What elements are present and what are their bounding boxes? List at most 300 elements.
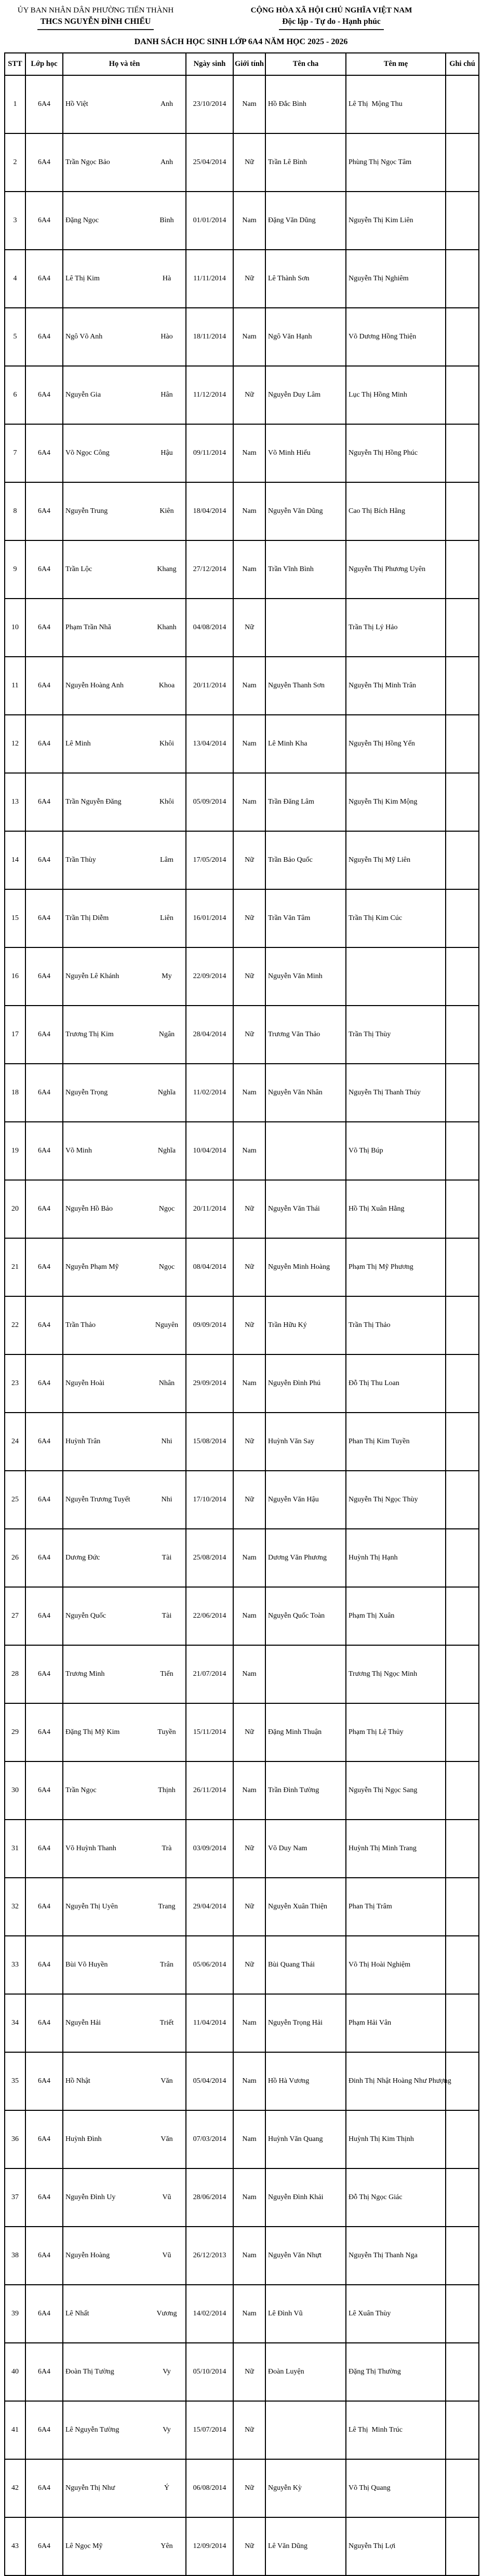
given-name-part: Vy xyxy=(163,2368,171,2376)
stt-cell: 25 xyxy=(5,1471,25,1529)
given-name-part: Vũ xyxy=(162,2252,171,2259)
gender-cell: Nam xyxy=(233,1994,265,2052)
table-row xyxy=(5,599,479,657)
mother-name-cell: Huỳnh Thị Minh Trang xyxy=(346,1820,446,1878)
dob-cell: 11/11/2014 xyxy=(186,250,233,308)
given-name-part: Ngọc xyxy=(158,1263,175,1271)
school-name: THCS NGUYỄN ĐÌNH CHIỂU xyxy=(0,16,191,30)
gender-cell: Nữ xyxy=(233,1471,265,1529)
stt-cell: 39 xyxy=(5,2285,25,2343)
stt-cell: 20 xyxy=(5,1180,25,1238)
given-name-part: Yên xyxy=(160,2542,173,2550)
class-cell: 6A4 xyxy=(25,831,63,889)
full-name-wrap xyxy=(65,1145,183,1157)
father-name-cell: Trần Đình Tường xyxy=(265,1761,346,1820)
mother-name-cell: Lê Thị Mộng Thu xyxy=(346,75,446,133)
gender-cell: Nam xyxy=(233,192,265,250)
dob-cell: 11/04/2014 xyxy=(186,1994,233,2052)
mother-name-cell: Nguyễn Thị Lợi xyxy=(346,2517,446,2575)
stt-cell: 36 xyxy=(5,2110,25,2168)
surname-part: Đặng Thị Mỹ Kim xyxy=(65,1728,120,1736)
class-cell: 6A4 xyxy=(25,889,63,947)
mother-name-cell: Võ Dương Hồng Thiện xyxy=(346,308,446,366)
mother-name-cell: Võ Thị Hoài Nghiệm xyxy=(346,1936,446,1994)
table-row xyxy=(5,424,479,482)
class-cell: 6A4 xyxy=(25,1180,63,1238)
stt-cell: 28 xyxy=(5,1645,25,1703)
father-name-cell: Nguyễn Xuân Thiện xyxy=(265,1878,346,1936)
note-cell xyxy=(446,2110,479,2168)
father-name-cell: Nguyễn Kỳ xyxy=(265,2459,346,2517)
table-row xyxy=(5,715,479,773)
full-name-wrap xyxy=(65,1087,183,1099)
full-name-wrap xyxy=(65,2017,183,2029)
class-cell: 6A4 xyxy=(25,1703,63,1761)
stt-cell: 2 xyxy=(5,133,25,192)
gender-cell: Nữ xyxy=(233,366,265,424)
dob-cell: 14/02/2014 xyxy=(186,2285,233,2343)
note-cell xyxy=(446,1761,479,1820)
full-name-cell xyxy=(63,540,186,599)
stt-cell: 16 xyxy=(5,947,25,1006)
stt-cell: 13 xyxy=(5,773,25,831)
full-name-cell xyxy=(63,1878,186,1936)
mother-name-cell: Nguyễn Thị Kim Mộng xyxy=(346,773,446,831)
table-row xyxy=(5,2401,479,2459)
stt-cell: 43 xyxy=(5,2517,25,2575)
given-name-part: Ngọc xyxy=(158,1205,175,1213)
dob-cell: 01/01/2014 xyxy=(186,192,233,250)
gender-cell: Nữ xyxy=(233,2517,265,2575)
mother-name-cell: Trần Thị Thùy xyxy=(346,1006,446,1064)
surname-part: Nguyễn Lê Khánh xyxy=(65,972,119,980)
father-name-cell: Dương Văn Phương xyxy=(265,1529,346,1587)
note-cell xyxy=(446,2343,479,2401)
col-header-note: Ghi chú xyxy=(446,53,479,75)
class-cell: 6A4 xyxy=(25,308,63,366)
father-name-cell: Nguyễn Đình Phú xyxy=(265,1354,346,1413)
mother-name-cell: Võ Thị Quang xyxy=(346,2459,446,2517)
full-name-cell xyxy=(63,2401,186,2459)
full-name-cell xyxy=(63,2110,186,2168)
note-cell xyxy=(446,1587,479,1645)
dob-cell: 29/04/2014 xyxy=(186,1878,233,1936)
dob-cell: 26/11/2014 xyxy=(186,1761,233,1820)
father-name-cell: Nguyễn Văn Thái xyxy=(265,1180,346,1238)
stt-cell: 26 xyxy=(5,1529,25,1587)
mother-name-cell: Nguyễn Thị Thanh Nga xyxy=(346,2227,446,2285)
table-row xyxy=(5,192,479,250)
gender-cell: Nữ xyxy=(233,889,265,947)
class-cell: 6A4 xyxy=(25,75,63,133)
note-cell xyxy=(446,1064,479,1122)
dob-cell: 05/10/2014 xyxy=(186,2343,233,2401)
gender-cell: Nữ xyxy=(233,831,265,889)
table-row xyxy=(5,889,479,947)
stt-cell: 38 xyxy=(5,2227,25,2285)
note-cell xyxy=(446,2401,479,2459)
note-cell xyxy=(446,1122,479,1180)
full-name-wrap xyxy=(65,622,183,633)
surname-part: Huỳnh Trân xyxy=(65,1438,101,1445)
class-cell: 6A4 xyxy=(25,1994,63,2052)
full-name-wrap xyxy=(65,2424,183,2436)
stt-cell: 6 xyxy=(5,366,25,424)
dob-cell: 17/05/2014 xyxy=(186,831,233,889)
stt-cell: 11 xyxy=(5,657,25,715)
full-name-cell xyxy=(63,1703,186,1761)
table-row xyxy=(5,1471,479,1529)
table-row xyxy=(5,2052,479,2110)
full-name-cell xyxy=(63,250,186,308)
stt-cell: 3 xyxy=(5,192,25,250)
surname-part: Trần Lộc xyxy=(65,565,92,573)
gender-cell: Nam xyxy=(233,482,265,540)
dob-cell: 05/06/2014 xyxy=(186,1936,233,1994)
class-cell: 6A4 xyxy=(25,540,63,599)
surname-part: Võ Huỳnh Thanh xyxy=(65,1845,116,1852)
col-header-gender: Giới tính xyxy=(233,53,265,75)
surname-part: Phạm Trần Nhã xyxy=(65,623,111,631)
full-name-cell xyxy=(63,75,186,133)
gender-cell: Nữ xyxy=(233,599,265,657)
table-row xyxy=(5,2517,479,2575)
full-name-cell xyxy=(63,1006,186,1064)
stt-cell: 24 xyxy=(5,1413,25,1471)
note-cell xyxy=(446,250,479,308)
stt-cell: 33 xyxy=(5,1936,25,1994)
full-name-cell xyxy=(63,2517,186,2575)
table-row xyxy=(5,831,479,889)
note-cell xyxy=(446,1820,479,1878)
gender-cell: Nam xyxy=(233,1529,265,1587)
given-name-part: Vương xyxy=(156,2310,177,2317)
mother-name-cell: Hồ Thị Xuân Hằng xyxy=(346,1180,446,1238)
full-name-cell xyxy=(63,192,186,250)
dob-cell: 05/09/2014 xyxy=(186,773,233,831)
given-name-part: Khoa xyxy=(158,682,175,689)
full-name-wrap xyxy=(65,99,183,110)
given-name-part: Anh xyxy=(160,100,173,108)
full-name-wrap xyxy=(65,506,183,517)
gender-cell: Nam xyxy=(233,657,265,715)
stt-cell: 10 xyxy=(5,599,25,657)
note-cell xyxy=(446,1994,479,2052)
father-name-cell: Nguyễn Văn Minh xyxy=(265,947,346,1006)
gender-cell: Nam xyxy=(233,1064,265,1122)
mother-name-cell: Phan Thị Kim Tuyền xyxy=(346,1413,446,1471)
given-name-part: Trân xyxy=(160,1961,173,1969)
given-name-part: Lâm xyxy=(160,856,173,864)
given-name-part: Liên xyxy=(160,914,173,922)
class-cell: 6A4 xyxy=(25,2285,63,2343)
stt-cell: 29 xyxy=(5,1703,25,1761)
surname-part: Trần Thùy xyxy=(65,856,96,864)
col-header-father: Tên cha xyxy=(265,53,346,75)
full-name-cell xyxy=(63,2285,186,2343)
surname-part: Trần Thị Diễm xyxy=(65,914,109,922)
dob-cell: 11/02/2014 xyxy=(186,1064,233,1122)
father-name-cell: Ngô Văn Hạnh xyxy=(265,308,346,366)
class-cell: 6A4 xyxy=(25,599,63,657)
gender-cell: Nữ xyxy=(233,1006,265,1064)
mother-name-cell: Nguyễn Thị Thanh Thúy xyxy=(346,1064,446,1122)
mother-name-cell: Đỗ Thị Thu Loan xyxy=(346,1354,446,1413)
father-name-cell xyxy=(265,599,346,657)
mother-name-cell: Nguyễn Thị Phương Uyên xyxy=(346,540,446,599)
note-cell xyxy=(446,2517,479,2575)
surname-part: Nguyễn Trương Tuyết xyxy=(65,1496,130,1503)
note-cell xyxy=(446,889,479,947)
note-cell xyxy=(446,482,479,540)
surname-part: Hồ Việt xyxy=(65,100,88,108)
class-cell: 6A4 xyxy=(25,366,63,424)
gender-cell: Nữ xyxy=(233,2459,265,2517)
father-name-cell xyxy=(265,1122,346,1180)
table-row xyxy=(5,540,479,599)
gender-cell: Nữ xyxy=(233,947,265,1006)
class-cell: 6A4 xyxy=(25,1529,63,1587)
table-row xyxy=(5,2459,479,2517)
full-name-cell xyxy=(63,2343,186,2401)
student-table-body xyxy=(5,75,479,2575)
document-header xyxy=(0,0,482,30)
full-name-cell xyxy=(63,308,186,366)
father-name-cell: Trần Văn Tâm xyxy=(265,889,346,947)
note-cell xyxy=(446,192,479,250)
col-header-class: Lớp học xyxy=(25,53,63,75)
full-name-cell xyxy=(63,1122,186,1180)
stt-cell: 15 xyxy=(5,889,25,947)
surname-part: Lê Ngọc Mỹ xyxy=(65,2542,103,2550)
given-name-part: Ý xyxy=(164,2484,170,2492)
full-name-wrap xyxy=(65,1436,183,1447)
father-name-cell: Đặng Văn Dũng xyxy=(265,192,346,250)
class-cell: 6A4 xyxy=(25,1064,63,1122)
surname-part: Võ Minh xyxy=(65,1147,92,1155)
note-cell xyxy=(446,715,479,773)
surname-part: Trương Thị Kim xyxy=(65,1031,114,1038)
full-name-wrap xyxy=(65,738,183,750)
surname-part: Ngô Võ Anh xyxy=(65,333,103,341)
dob-cell: 13/04/2014 xyxy=(186,715,233,773)
note-cell xyxy=(446,1354,479,1413)
father-name-cell: Nguyễn Quốc Toàn xyxy=(265,1587,346,1645)
surname-part: Nguyễn Đình Uy xyxy=(65,2193,116,2201)
father-name-cell: Bùi Quang Thái xyxy=(265,1936,346,1994)
father-name-cell: Lê Thành Sơn xyxy=(265,250,346,308)
mother-name-cell: Trần Thị Thảo xyxy=(346,1296,446,1354)
mother-name-cell: Phan Thị Trâm xyxy=(346,1878,446,1936)
country-title: CỘNG HÒA XÃ HỘI CHỦ NGHĨA VIỆT NAM xyxy=(250,6,412,15)
given-name-part: Vũ xyxy=(162,2193,171,2201)
surname-part: Nguyễn Gia xyxy=(65,391,101,399)
full-name-cell xyxy=(63,2227,186,2285)
class-cell: 6A4 xyxy=(25,1238,63,1296)
full-name-wrap xyxy=(65,1959,183,1971)
father-name-cell: Nguyễn Trọng Hải xyxy=(265,1994,346,2052)
table-row xyxy=(5,1413,479,1471)
full-name-wrap xyxy=(65,2192,183,2203)
table-row xyxy=(5,1006,479,1064)
given-name-part: Khôi xyxy=(159,740,174,748)
student-list-table xyxy=(4,52,479,2576)
dob-cell: 06/08/2014 xyxy=(186,2459,233,2517)
given-name-part: Bình xyxy=(159,216,174,224)
note-cell xyxy=(446,308,479,366)
father-name-cell: Lê Đình Vũ xyxy=(265,2285,346,2343)
dob-cell: 29/09/2014 xyxy=(186,1354,233,1413)
table-row xyxy=(5,1645,479,1703)
stt-cell: 40 xyxy=(5,2343,25,2401)
full-name-wrap xyxy=(65,2076,183,2087)
stt-cell: 22 xyxy=(5,1296,25,1354)
full-name-wrap xyxy=(65,564,183,575)
table-row xyxy=(5,1820,479,1878)
full-name-wrap xyxy=(65,1610,183,1622)
table-row xyxy=(5,773,479,831)
dob-cell: 23/10/2014 xyxy=(186,75,233,133)
full-name-wrap xyxy=(65,215,183,226)
dob-cell: 25/08/2014 xyxy=(186,1529,233,1587)
class-cell: 6A4 xyxy=(25,2517,63,2575)
full-name-cell xyxy=(63,599,186,657)
table-row xyxy=(5,2227,479,2285)
father-name-cell: Hồ Hà Vương xyxy=(265,2052,346,2110)
gender-cell: Nam xyxy=(233,424,265,482)
full-name-cell xyxy=(63,1994,186,2052)
given-name-part: Khang xyxy=(157,565,177,573)
mother-name-cell: Lục Thị Hồng Minh xyxy=(346,366,446,424)
given-name-part: Vy xyxy=(163,2426,171,2434)
given-name-part: Nhi xyxy=(161,1438,172,1445)
class-cell: 6A4 xyxy=(25,715,63,773)
stt-cell: 18 xyxy=(5,1064,25,1122)
full-name-cell xyxy=(63,1296,186,1354)
father-name-cell: Nguyễn Duy Lâm xyxy=(265,366,346,424)
father-name-cell: Trần Bảo Quốc xyxy=(265,831,346,889)
mother-name-cell xyxy=(346,947,446,1006)
gender-cell: Nam xyxy=(233,75,265,133)
dob-cell: 12/09/2014 xyxy=(186,2517,233,2575)
surname-part: Đặng Ngọc xyxy=(65,216,99,224)
mother-name-cell: Nguyễn Thị Mỹ Liên xyxy=(346,831,446,889)
col-header-stt: STT xyxy=(5,53,25,75)
gender-cell: Nam xyxy=(233,308,265,366)
gender-cell: Nam xyxy=(233,773,265,831)
stt-cell: 17 xyxy=(5,1006,25,1064)
full-name-cell xyxy=(63,2459,186,2517)
surname-part: Nguyễn Hoàng xyxy=(65,2252,110,2259)
table-row xyxy=(5,133,479,192)
table-row xyxy=(5,1296,479,1354)
class-cell: 6A4 xyxy=(25,482,63,540)
mother-name-cell: Trần Thị Lý Hảo xyxy=(346,599,446,657)
given-name-part: Văn xyxy=(160,2135,173,2143)
given-name-part: Tuyền xyxy=(157,1728,176,1736)
note-cell xyxy=(446,540,479,599)
surname-part: Trần Ngọc xyxy=(65,1786,97,1794)
note-cell xyxy=(446,2285,479,2343)
given-name-part: Khanh xyxy=(157,623,177,631)
class-cell: 6A4 xyxy=(25,192,63,250)
given-name-part: Hậu xyxy=(160,449,173,457)
class-cell: 6A4 xyxy=(25,2459,63,2517)
table-row xyxy=(5,1878,479,1936)
mother-name-cell: Nguyễn Thị Hồng Yến xyxy=(346,715,446,773)
father-name-cell: Đặng Minh Thuận xyxy=(265,1703,346,1761)
gender-cell: Nữ xyxy=(233,1180,265,1238)
dob-cell: 22/09/2014 xyxy=(186,947,233,1006)
father-name-cell: Võ Duy Nam xyxy=(265,1820,346,1878)
note-cell xyxy=(446,1645,479,1703)
col-header-mother: Tên mẹ xyxy=(346,53,446,75)
full-name-wrap xyxy=(65,448,183,459)
full-name-wrap xyxy=(65,1378,183,1389)
class-cell: 6A4 xyxy=(25,1587,63,1645)
father-name-cell: Nguyễn Đình Khải xyxy=(265,2168,346,2227)
class-cell: 6A4 xyxy=(25,133,63,192)
dob-cell: 04/08/2014 xyxy=(186,599,233,657)
dob-cell: 09/11/2014 xyxy=(186,424,233,482)
full-name-cell xyxy=(63,831,186,889)
given-name-part: Thịnh xyxy=(158,1786,176,1794)
given-name-part: Khôi xyxy=(159,798,174,806)
note-cell xyxy=(446,1529,479,1587)
table-row xyxy=(5,75,479,133)
surname-part: Nguyễn Trung xyxy=(65,507,108,515)
dob-cell: 18/11/2014 xyxy=(186,308,233,366)
full-name-wrap xyxy=(65,2250,183,2261)
stt-cell: 4 xyxy=(5,250,25,308)
father-name-cell xyxy=(265,2401,346,2459)
stt-cell: 31 xyxy=(5,1820,25,1878)
dob-cell: 26/12/2013 xyxy=(186,2227,233,2285)
gender-cell: Nữ xyxy=(233,2343,265,2401)
class-cell: 6A4 xyxy=(25,2168,63,2227)
surname-part: Võ Ngọc Công xyxy=(65,449,110,457)
full-name-cell xyxy=(63,889,186,947)
father-name-cell: Trần Vĩnh Bình xyxy=(265,540,346,599)
mother-name-cell: Phùng Thị Ngọc Tâm xyxy=(346,133,446,192)
class-cell: 6A4 xyxy=(25,2343,63,2401)
dob-cell: 20/11/2014 xyxy=(186,657,233,715)
surname-part: Huỳnh Đình xyxy=(65,2135,102,2143)
table-header-row xyxy=(5,53,479,75)
father-name-cell: Trần Đăng Lâm xyxy=(265,773,346,831)
mother-name-cell: Huỳnh Thị Kim Thịnh xyxy=(346,2110,446,2168)
given-name-part: Trà xyxy=(162,1845,172,1852)
note-cell xyxy=(446,1878,479,1936)
note-cell xyxy=(446,831,479,889)
given-name-part: Nguyên xyxy=(155,1321,179,1329)
dob-cell: 10/04/2014 xyxy=(186,1122,233,1180)
gender-cell: Nam xyxy=(233,540,265,599)
mother-name-cell: Nguyễn Thị Nghiêm xyxy=(346,250,446,308)
mother-name-cell: Phạm Thị Lệ Thủy xyxy=(346,1703,446,1761)
father-name-cell: Trần Lê Bình xyxy=(265,133,346,192)
class-cell: 6A4 xyxy=(25,657,63,715)
surname-part: Nguyễn Hồ Bảo xyxy=(65,1205,113,1213)
class-cell: 6A4 xyxy=(25,1820,63,1878)
note-cell xyxy=(446,2168,479,2227)
full-name-cell xyxy=(63,1180,186,1238)
col-header-dob: Ngày sinh xyxy=(186,53,233,75)
father-name-cell: Nguyễn Văn Nhân xyxy=(265,1064,346,1122)
gender-cell: Nữ xyxy=(233,1703,265,1761)
note-cell xyxy=(446,2227,479,2285)
note-cell xyxy=(446,599,479,657)
